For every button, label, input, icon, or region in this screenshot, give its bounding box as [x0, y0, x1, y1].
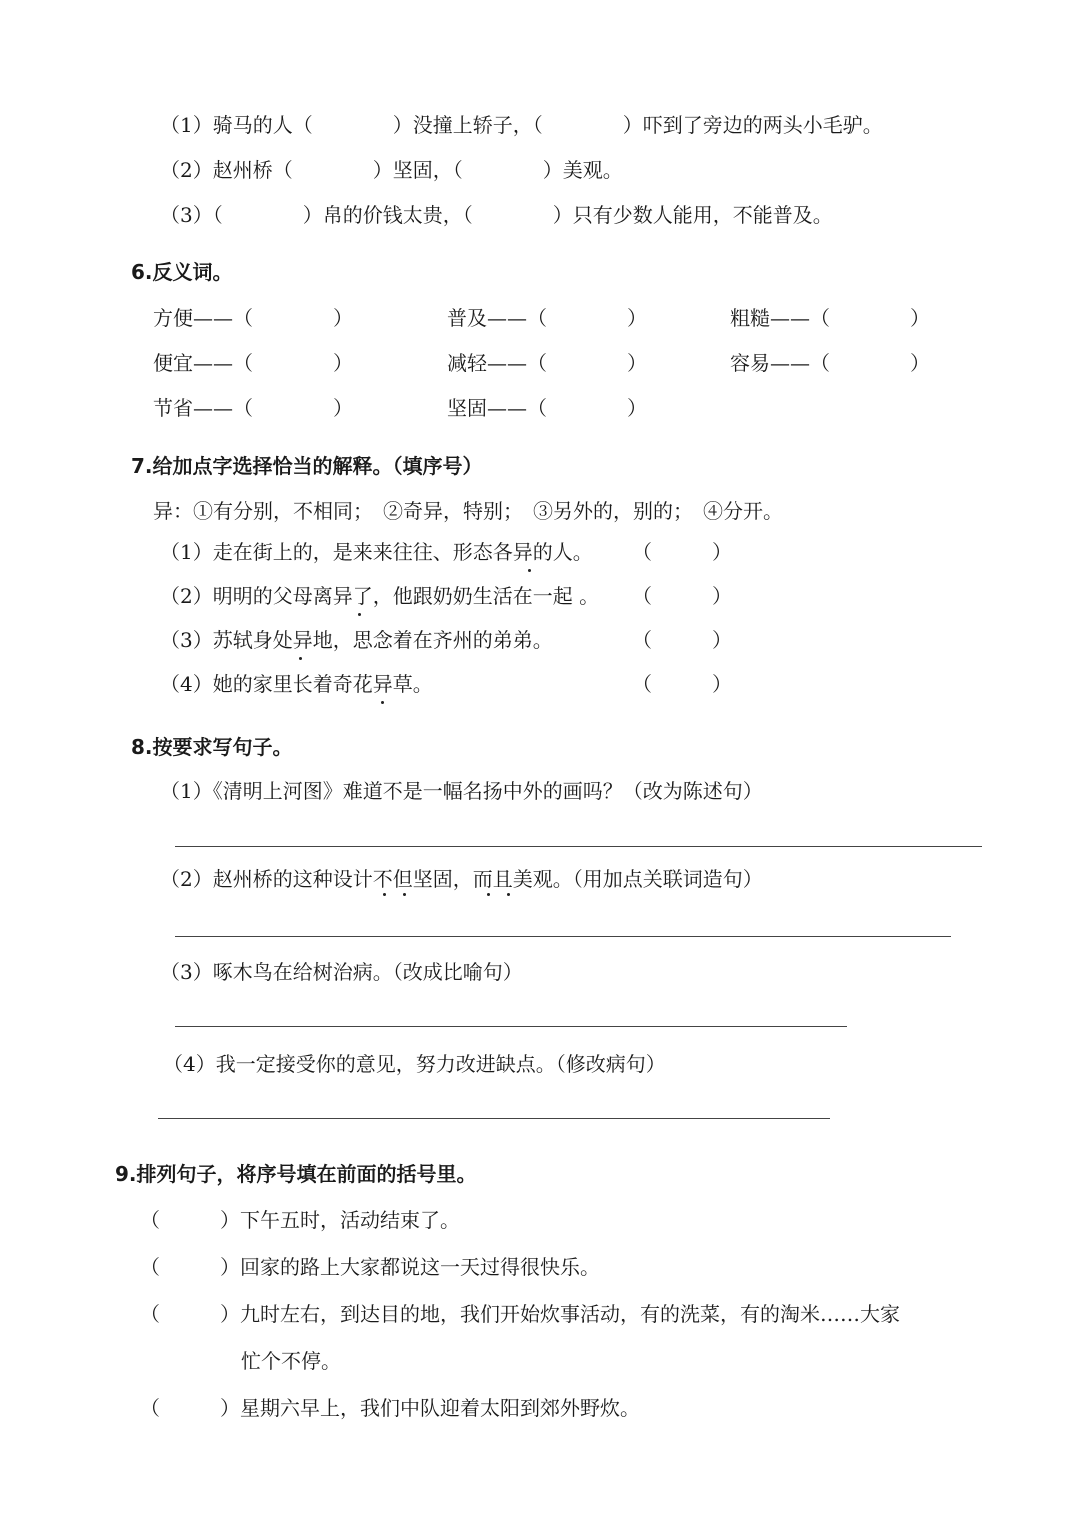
- q5-item-3: （3）（ ）帛的价钱太贵，（ ）只有少数人能用，不能普及。: [160, 203, 833, 227]
- q6-item: 粗糙——（ ）: [730, 306, 930, 330]
- emphasis-dot: [507, 893, 510, 896]
- q9-item-continuation: 忙个不停。: [241, 1349, 341, 1373]
- q7-item-text: （1）走在街上的，是来来往往、形态各异的人。: [160, 540, 593, 564]
- q5-item-1: （1）骑马的人（ ）没撞上轿子，（ ）吓到了旁边的两头小毛驴。: [160, 113, 883, 137]
- q8-item-4: （4）我一定接受你的意见，努力改进缺点。（修改病句）: [163, 1052, 666, 1076]
- q7-definitions: 异：①有分别，不相同； ②奇异，特别； ③另外的，别的； ④分开。: [153, 499, 783, 523]
- q9-item: （ ）回家的路上大家都说这一天过得很快乐。: [140, 1255, 600, 1279]
- q7-item-blank: （ ）: [632, 584, 732, 608]
- emphasis-dot: [403, 893, 406, 896]
- q6-item: 容易——（ ）: [730, 351, 930, 375]
- q7-item-blank: （ ）: [632, 628, 732, 652]
- q9-item: （ ）下午五时，活动结束了。: [140, 1208, 460, 1232]
- q6-item: 方便——（ ）: [153, 306, 353, 330]
- q9-item: （ ）九时左右，到达目的地，我们开始炊事活动，有的洗菜，有的淘米……大家: [140, 1302, 900, 1326]
- emphasis-dot: [528, 569, 531, 572]
- q5-item-2: （2）赵州桥（ ）坚固，（ ）美观。: [160, 158, 623, 182]
- q7-item-blank: （ ）: [632, 540, 732, 564]
- answer-line[interactable]: [175, 1026, 847, 1027]
- q6-item: 普及——（ ）: [447, 306, 647, 330]
- q7-item-blank: （ ）: [632, 672, 732, 696]
- q6-item: 便宜——（ ）: [153, 351, 353, 375]
- emphasis-dot: [299, 657, 302, 660]
- q8-item-1: （1）《清明上河图》难道不是一幅名扬中外的画吗？（改为陈述句）: [160, 779, 763, 803]
- q9-item: （ ）星期六早上，我们中队迎着太阳到郊外野炊。: [140, 1396, 640, 1420]
- answer-line[interactable]: [175, 936, 951, 937]
- q8-item-2: （2）赵州桥的这种设计不但坚固，而且美观。（用加点关联词造句）: [160, 867, 763, 891]
- q6-item: 坚固——（ ）: [447, 396, 647, 420]
- q8-item-3: （3）啄木鸟在给树治病。（改成比喻句）: [160, 960, 523, 984]
- answer-line[interactable]: [158, 1118, 830, 1119]
- q7-item-text: （2）明明的父母离异了，他跟奶奶生活在一起 。: [160, 584, 600, 608]
- q8-title: 8.按要求写句子。: [131, 735, 293, 759]
- q7-item-text: （3）苏轼身处异地，思念着在齐州的弟弟。: [160, 628, 553, 652]
- q7-item-text: （4）她的家里长着奇花异草。: [160, 672, 433, 696]
- answer-line[interactable]: [175, 846, 982, 847]
- q6-item: 节省——（ ）: [153, 396, 353, 420]
- emphasis-dot: [358, 613, 361, 616]
- q6-item: 减轻——（ ）: [447, 351, 647, 375]
- q6-title: 6.反义词。: [131, 260, 233, 284]
- emphasis-dot: [487, 893, 490, 896]
- q7-title: 7.给加点字选择恰当的解释。（填序号）: [131, 454, 483, 478]
- emphasis-dot: [383, 893, 386, 896]
- emphasis-dot: [381, 701, 384, 704]
- q9-title: 9.排列句子，将序号填在前面的括号里。: [115, 1162, 477, 1186]
